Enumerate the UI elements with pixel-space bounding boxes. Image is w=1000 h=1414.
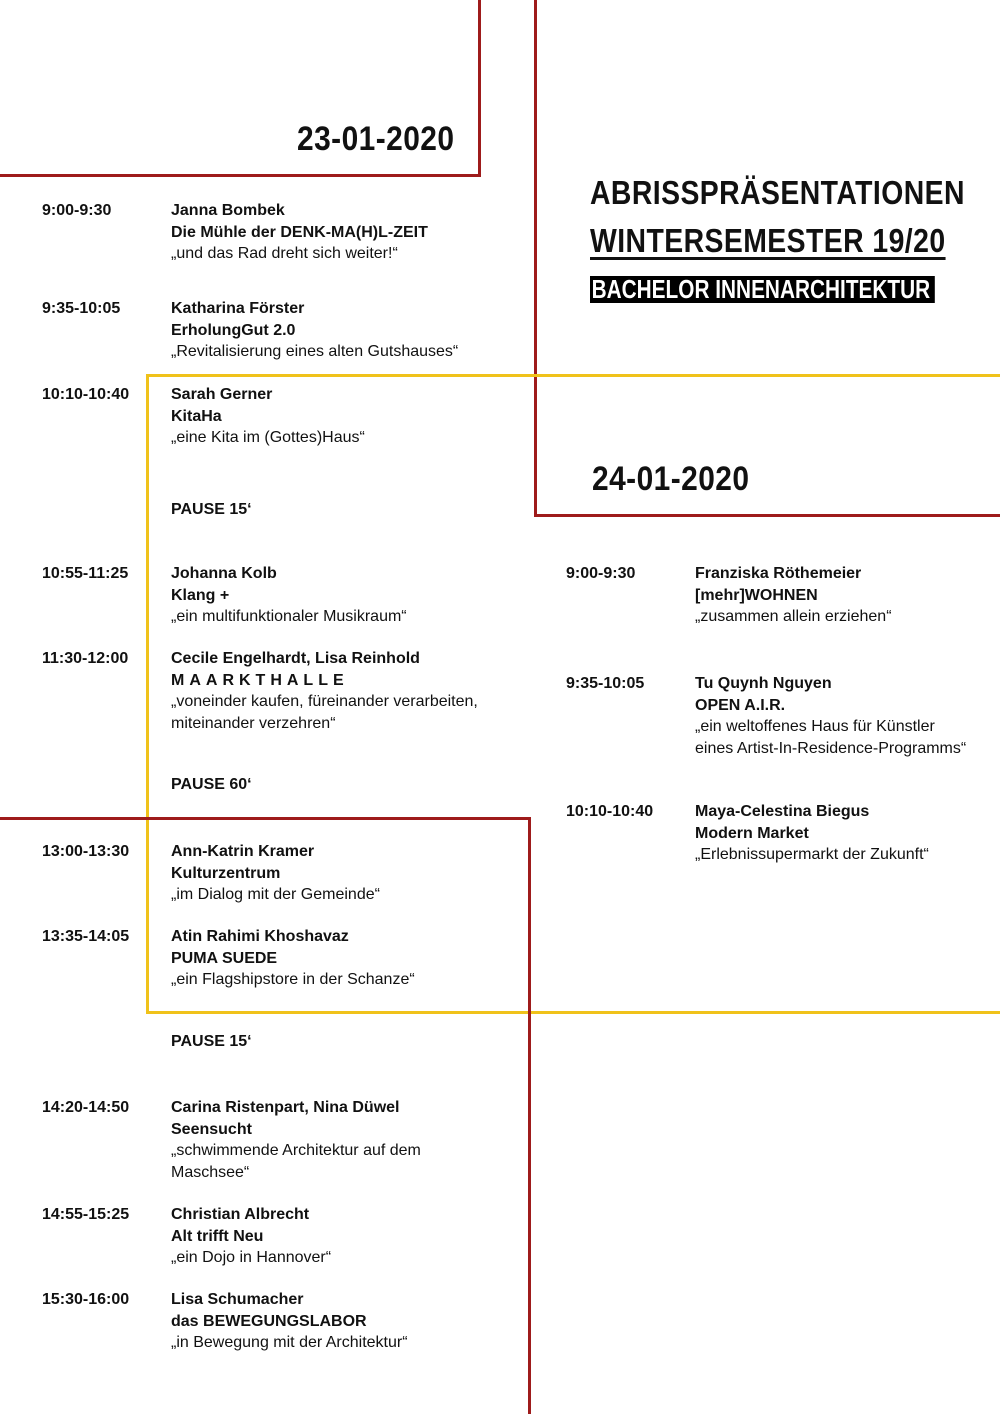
entry-name: Johanna Kolb (171, 565, 277, 582)
entry-project: MAARKTHALLE (171, 671, 349, 689)
entry-time: 14:20-14:50 (42, 1099, 130, 1116)
entry-name: Tu Quynh Nguyen (695, 675, 832, 692)
entry-name: Janna Bombek (171, 202, 285, 219)
entry-project: Alt trifft Neu (171, 1227, 264, 1245)
entry-description: „zusammen allein erziehen“ (695, 608, 892, 625)
yellow-line-left-vertical (146, 374, 149, 1014)
entry-project: Kulturzentrum (171, 864, 281, 882)
entry-time: 10:55-11:25 (42, 565, 129, 582)
entry-project: Seensucht (171, 1120, 252, 1138)
red-line-top-left-horizontal (0, 174, 481, 177)
entry-project: Die Mühle der DENK-MA(H)L-ZEIT (171, 223, 428, 241)
entry-project: ErholungGut 2.0 (171, 321, 296, 339)
entry-time: 10:10-10:40 (566, 803, 654, 820)
entry-time: 15:30-16:00 (42, 1291, 130, 1308)
entry-project: [mehr]WOHNEN (695, 586, 818, 604)
entry-description: „eine Kita im (Gottes)Haus“ (171, 429, 365, 446)
pause-label: PAUSE 15‘ (171, 1033, 252, 1050)
entry-project: Modern Market (695, 824, 809, 842)
entry-name: Lisa Schumacher (171, 1291, 304, 1308)
entry-description: „ein weltoffenes Haus für Künstler (695, 718, 935, 735)
entry-project: Klang + (171, 586, 230, 604)
red-line-top-left-vertical (478, 0, 481, 176)
entry-description: „ein Flagshipstore in der Schanze“ (171, 971, 415, 988)
entry-description: „in Bewegung mit der Architektur“ (171, 1334, 408, 1351)
entry-time: 13:00-13:30 (42, 843, 130, 860)
red-line-center-vertical (534, 0, 537, 516)
pause-label: PAUSE 60‘ (171, 776, 252, 793)
entry-time: 14:55-15:25 (42, 1206, 130, 1223)
entry-description: „schwimmende Architektur auf dem (171, 1142, 421, 1159)
entry-description: „ein Dojo in Hannover“ (171, 1249, 332, 1266)
entry-description: „im Dialog mit der Gemeinde“ (171, 886, 380, 903)
date-day1: 23-01-2020 (297, 120, 455, 158)
entry-name: Franziska Röthemeier (695, 565, 862, 582)
entry-project: PUMA SUEDE (171, 949, 278, 967)
entry-project: das BEWEGUNGSLABOR (171, 1312, 367, 1330)
date-day2: 24-01-2020 (592, 460, 750, 498)
red-line-lower-horizontal (0, 817, 531, 820)
red-line-right-horizontal (534, 514, 1000, 517)
entry-description: „ein multifunktionaler Musikraum“ (171, 608, 407, 625)
red-line-lower-vertical (528, 817, 531, 1414)
entry-description: „Erlebnissupermarkt der Zukunft“ (695, 846, 929, 863)
entry-name: Katharina Förster (171, 300, 305, 317)
pause-label: PAUSE 15‘ (171, 501, 252, 518)
entry-name: Ann-Katrin Kramer (171, 843, 315, 860)
entry-description: Maschsee“ (171, 1163, 250, 1181)
entry-name: Atin Rahimi Khoshavaz (171, 928, 349, 945)
entry-name: Carina Ristenpart, Nina Düwel (171, 1099, 400, 1116)
entry-time: 10:10-10:40 (42, 386, 130, 403)
entry-description: miteinander verzehren“ (171, 714, 336, 732)
entry-name: Sarah Gerner (171, 386, 273, 403)
entry-time: 9:00-9:30 (42, 202, 112, 219)
entry-description: eines Artist-In-Residence-Programms“ (695, 739, 967, 757)
entry-time: 9:35-10:05 (42, 300, 121, 317)
entry-name: Maya-Celestina Biegus (695, 803, 870, 820)
subtitle-badge: BACHELOR INNENARCHITEKTUR (590, 276, 935, 303)
yellow-line-top (146, 374, 1000, 377)
entry-time: 9:00-9:30 (566, 565, 636, 582)
entry-description: „Revitalisierung eines alten Gutshauses“ (171, 343, 459, 360)
entry-time: 13:35-14:05 (42, 928, 130, 945)
entry-name: Cecile Engelhardt, Lisa Reinhold (171, 650, 420, 667)
title-line1: ABRISSPRÄSENTATIONEN (590, 174, 965, 211)
entry-project: KitaHa (171, 407, 222, 425)
title-line2: WINTERSEMESTER 19/20 (590, 222, 946, 259)
entry-time: 11:30-12:00 (42, 650, 129, 667)
entry-name: Christian Albrecht (171, 1206, 310, 1223)
entry-description: „und das Rad dreht sich weiter!“ (171, 245, 398, 262)
entry-project: OPEN A.I.R. (695, 696, 786, 714)
entry-time: 9:35-10:05 (566, 675, 645, 692)
yellow-line-bottom (146, 1011, 1000, 1014)
entry-description: „voneinder kaufen, füreinander verarbeiten, (171, 693, 478, 710)
